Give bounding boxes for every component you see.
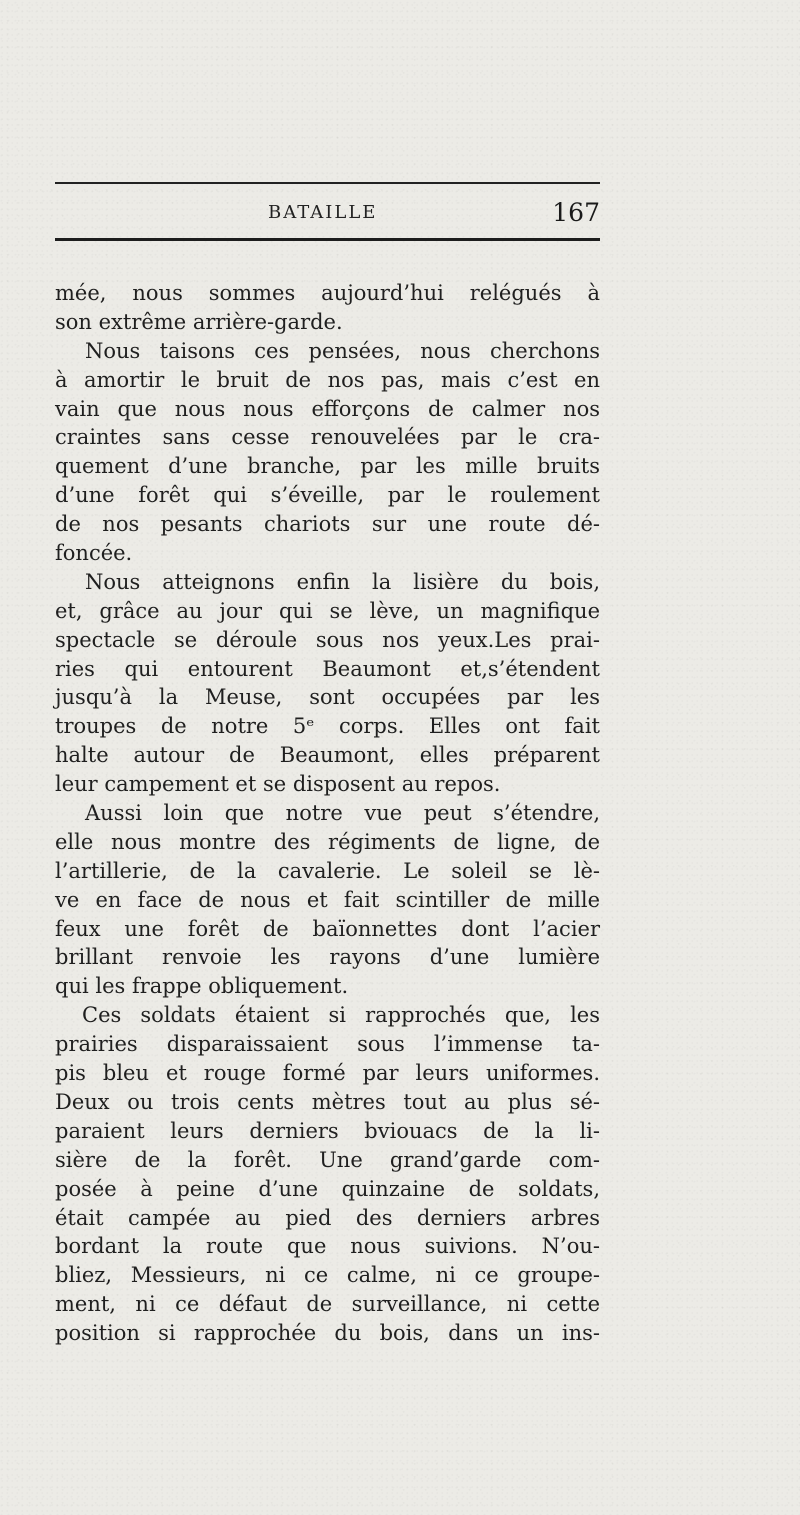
text-line: bliez, Messieurs, ni ce calme, ni ce groupe- bbox=[55, 1263, 600, 1288]
header-rule-bottom bbox=[55, 238, 600, 241]
text-line: troupes de notre 5ᵉ corps. Elles ont fait bbox=[55, 714, 600, 739]
text-line: sière de la forêt. Une grand’garde com- bbox=[55, 1147, 600, 1172]
text-line: était campée au pied des derniers arbres bbox=[55, 1205, 600, 1230]
book-page bbox=[55, 0, 600, 1515]
text-line: jusqu’à la Meuse, sont occupées par les bbox=[55, 685, 600, 710]
page-number: 167 bbox=[552, 198, 600, 227]
text-line: ve en face de nous et fait scintiller de mille bbox=[55, 887, 600, 912]
text-line: position si rapprochée du bois, dans un ins- bbox=[55, 1321, 600, 1346]
text-line: à amortir le bruit de nos pas, mais c’est en bbox=[55, 367, 600, 392]
text-line: l’artillerie, de la cavalerie. Le soleil se lè- bbox=[55, 858, 600, 883]
text-line: pis bleu et rouge formé par leurs uniformes. bbox=[55, 1061, 600, 1086]
text-line: foncée. bbox=[55, 541, 133, 566]
text-line: elle nous montre des régiments de ligne, de bbox=[55, 829, 600, 854]
paragraph-start-line: Aussi loin que notre vue peut s’étendre, bbox=[85, 801, 600, 826]
running-head bbox=[55, 196, 600, 230]
paragraph-start-line: Nous atteignons enfin la lisière du bois, bbox=[85, 569, 600, 594]
text-line: brillant renvoie les rayons d’une lumière bbox=[55, 945, 600, 970]
text-line: mée, nous sommes aujourd’hui relégués à bbox=[55, 281, 600, 305]
text-line: ries qui entourent Beaumont et,s’étendent bbox=[55, 656, 600, 681]
running-title: BATAILLE bbox=[268, 202, 378, 223]
text-line: craintes sans cesse renouvelées par le cra- bbox=[55, 425, 600, 450]
paragraph-start-line: Nous taisons ces pensées, nous cherchons bbox=[85, 338, 600, 363]
text-line: leur campement et se disposent au repos. bbox=[55, 772, 501, 797]
text-line: son extrême arrière-garde. bbox=[55, 309, 343, 334]
text-line: ment, ni ce défaut de surveillance, ni cette bbox=[55, 1292, 600, 1317]
text-line: prairies disparaissaient sous l’immense ta- bbox=[55, 1032, 600, 1057]
text-line: feux une forêt de baïonnettes dont l’acier bbox=[55, 916, 600, 941]
text-line: quement d’une branche, par les mille bruits bbox=[55, 454, 600, 479]
text-line: qui les frappe obliquement. bbox=[55, 974, 349, 999]
text-line: bordant la route que nous suivions. N’ou- bbox=[55, 1234, 600, 1259]
text-line: halte autour de Beaumont, elles préparent bbox=[55, 743, 600, 768]
text-line: d’une forêt qui s’éveille, par le roulement bbox=[55, 483, 600, 508]
text-line: posée à peine d’une quinzaine de soldats, bbox=[55, 1176, 600, 1201]
text-line: Deux ou trois cents mètres tout au plus sé- bbox=[55, 1089, 600, 1114]
text-line: de nos pesants chariots sur une route dé- bbox=[55, 512, 600, 537]
paragraph-start-line: Ces soldats étaient si rapprochés que, les bbox=[82, 1003, 600, 1028]
text-line: paraient leurs derniers bviouacs de la li- bbox=[55, 1118, 600, 1143]
header-rule-top bbox=[55, 182, 600, 184]
text-line: vain que nous nous efforçons de calmer nos bbox=[55, 396, 600, 421]
text-line: et, grâce au jour qui se lève, un magnifique bbox=[55, 598, 600, 623]
text-line: spectacle se déroule sous nos yeux.Les prai- bbox=[55, 627, 600, 652]
body-text bbox=[55, 279, 600, 1348]
